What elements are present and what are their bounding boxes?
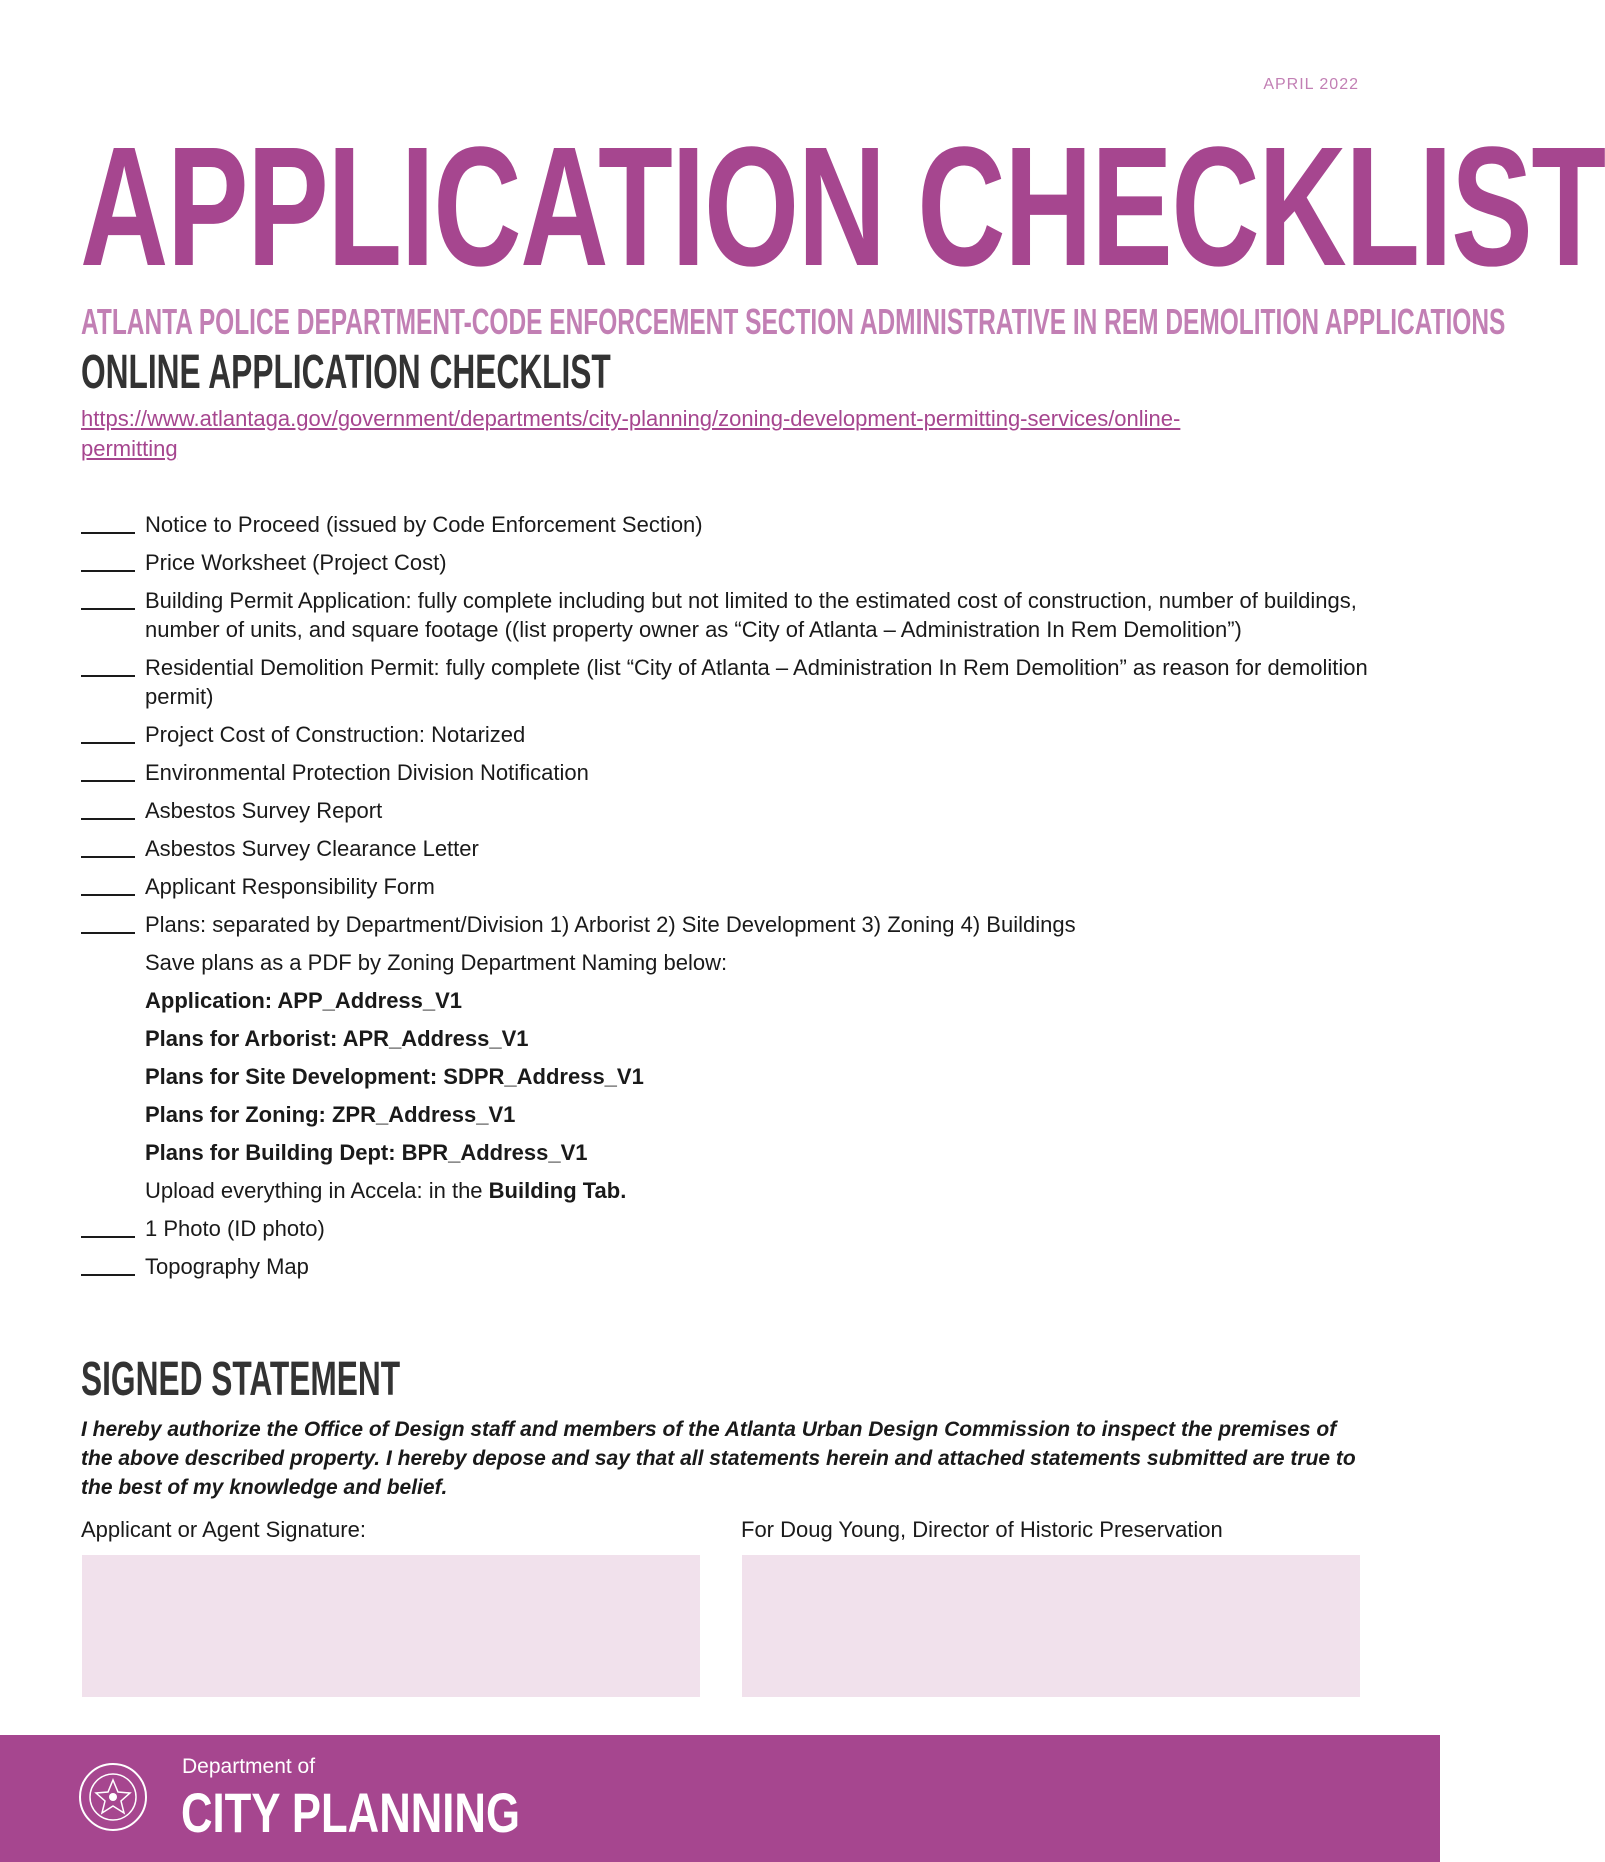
naming-rule: [81, 1138, 1371, 1167]
checkbox-blank[interactable]: [81, 548, 135, 572]
footer-dept-of: Department of: [182, 1755, 316, 1778]
naming-rule-text: Plans for Arborist: APR_Address_V1: [145, 1026, 529, 1051]
checklist-item-text: Plans: separated by Department/Division 1) Arborist 2) Site Development 3) Zoning 4) Buildings: [145, 912, 1076, 937]
naming-intro: [81, 948, 1371, 977]
upload-tab-name: Building Tab.: [488, 1178, 627, 1203]
signed-statement-heading: SIGNED STATEMENT: [81, 1353, 401, 1406]
online-permitting-link[interactable]: [81, 404, 1371, 464]
checklist-item-text: Building Permit Application: fully complete including but not limited to the estimated cost of construction, number of buildings, number of units, and square footage ((list property owner as “City of Atlanta – Administration In Rem Demolition”): [145, 588, 1357, 642]
director-signature-field[interactable]: [742, 1555, 1360, 1697]
signed-statement-text: I hereby authorize the Office of Design staff and members of the Atlanta Urban Design Commission to inspect the premises of the above described property. I hereby depose and say that all statements herein and attached statements submitted are true to the best of my knowledge and belief.: [81, 1418, 1356, 1499]
checkbox-blank[interactable]: [81, 872, 135, 896]
checklist-item-text: Project Cost of Construction: Notarized: [145, 722, 526, 747]
checkbox-blank[interactable]: [81, 586, 135, 610]
checkbox-blank[interactable]: [81, 720, 135, 744]
page-title: APPLICATION CHECKLIST: [80, 112, 1605, 302]
online-checklist-heading: ONLINE APPLICATION CHECKLIST: [81, 346, 611, 399]
checkbox-blank[interactable]: [81, 834, 135, 858]
upload-instruction: [81, 1176, 1371, 1205]
checklist: [81, 510, 1371, 1290]
checkbox-blank[interactable]: [81, 910, 135, 934]
checklist-item: [81, 510, 1371, 539]
checkbox-blank[interactable]: [81, 1252, 135, 1276]
checklist-item: [81, 834, 1371, 863]
checkbox-blank[interactable]: [81, 1214, 135, 1238]
checklist-item: [81, 758, 1371, 787]
footer-bar: [0, 1735, 1440, 1862]
naming-rule-text: Plans for Zoning: ZPR_Address_V1: [145, 1102, 516, 1127]
naming-rule: [81, 1100, 1371, 1129]
naming-intro-text: Save plans as a PDF by Zoning Department Naming below:: [145, 950, 728, 975]
checklist-item: [81, 1214, 1371, 1243]
naming-rule-text: Plans for Site Development: SDPR_Address_V1: [145, 1064, 644, 1089]
checklist-item: [81, 548, 1371, 577]
checkbox-blank[interactable]: [81, 758, 135, 782]
checklist-item-text: 1 Photo (ID photo): [145, 1216, 325, 1241]
naming-rule-text: Application: APP_Address_V1: [145, 988, 463, 1013]
naming-rule: [81, 1062, 1371, 1091]
checklist-item: [81, 1252, 1371, 1281]
document-date: APRIL 2022: [1263, 76, 1359, 93]
checklist-item: [81, 720, 1371, 749]
checkbox-blank[interactable]: [81, 796, 135, 820]
checklist-item: [81, 586, 1371, 644]
checkbox-blank[interactable]: [81, 653, 135, 677]
link-line-1[interactable]: https://www.atlantaga.gov/government/departments/city-planning/zoning-development-permitting-services/online-: [81, 406, 1181, 431]
checklist-item: [81, 910, 1371, 939]
naming-rule: [81, 986, 1371, 1015]
applicant-signature-field[interactable]: [82, 1555, 700, 1697]
checklist-item-text: Applicant Responsibility Form: [145, 874, 435, 899]
checkbox-blank[interactable]: [81, 510, 135, 534]
link-line-2[interactable]: permitting: [81, 436, 178, 461]
checklist-item-text: Environmental Protection Division Notification: [145, 760, 589, 785]
checklist-item: [81, 653, 1371, 711]
upload-prefix: Upload everything in Accela: in the: [145, 1178, 489, 1203]
checklist-item: [81, 872, 1371, 901]
checklist-item-text: Asbestos Survey Report: [145, 798, 383, 823]
naming-rule: [81, 1024, 1371, 1053]
checklist-item-text: Asbestos Survey Clearance Letter: [145, 836, 479, 861]
naming-rule-text: Plans for Building Dept: BPR_Address_V1: [145, 1140, 588, 1165]
checklist-item-text: Topography Map: [145, 1254, 309, 1279]
checklist-item-text: Residential Demolition Permit: fully complete (list “City of Atlanta – Administration In Rem Demolition” as reason for demolition permit): [145, 655, 1368, 709]
applicant-signature-label: Applicant or Agent Signature:: [81, 1517, 366, 1542]
checklist-item-text: Price Worksheet (Project Cost): [145, 550, 447, 575]
checklist-item-text: Notice to Proceed (issued by Code Enforcement Section): [145, 512, 703, 537]
checklist-item: [81, 796, 1371, 825]
city-seal-icon: [78, 1762, 148, 1832]
footer-dept-name: CITY PLANNING: [181, 1781, 520, 1844]
director-signature-label: For Doug Young, Director of Historic Preservation: [741, 1517, 1223, 1542]
page-subtitle: ATLANTA POLICE DEPARTMENT-CODE ENFORCEMENT SECTION ADMINISTRATIVE IN REM DEMOLITION APPLICATIONS: [81, 301, 1506, 342]
